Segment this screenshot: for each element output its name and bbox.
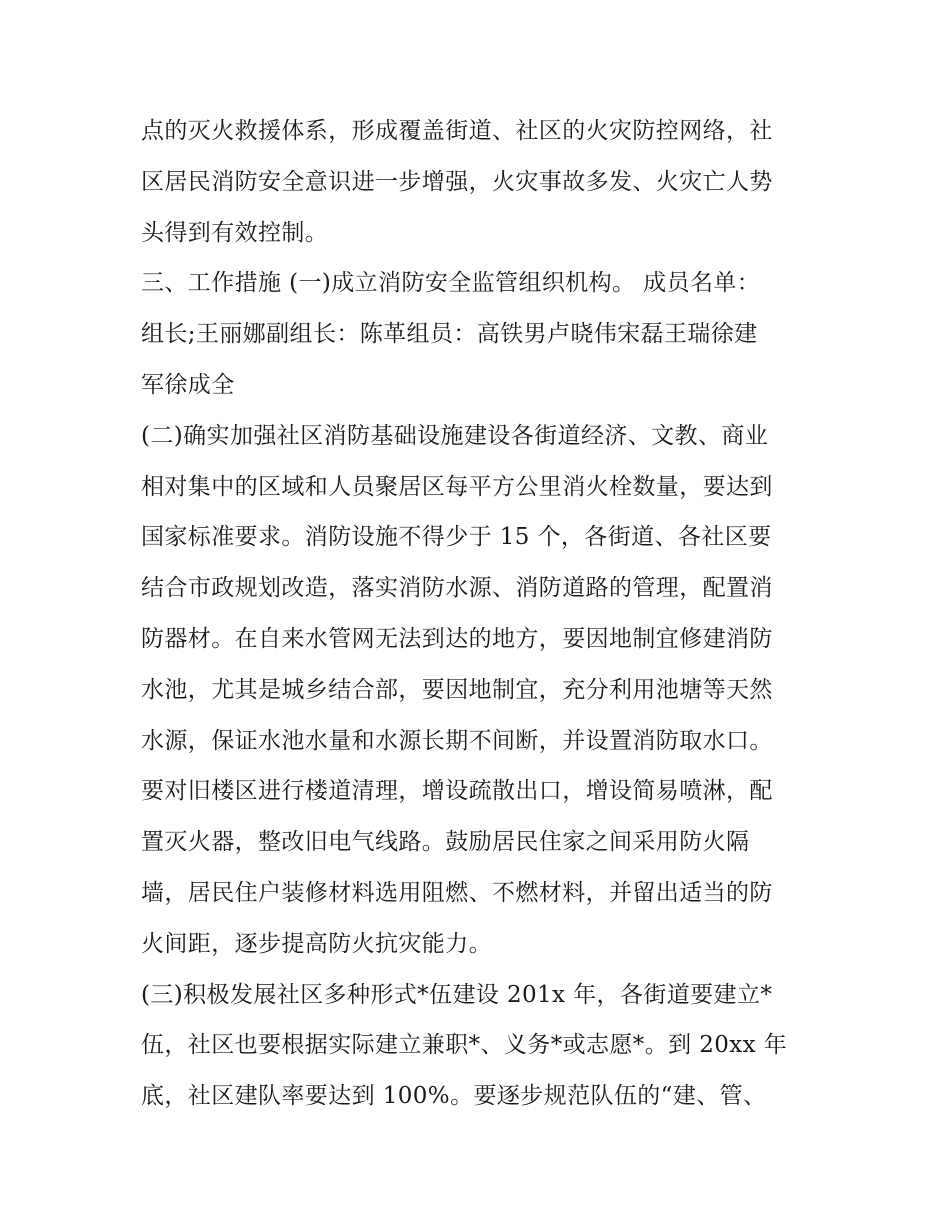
subsection-line: (三)积极发展社区多种形式*伍建设 201x 年，各街道要建立* — [141, 981, 773, 1008]
subsection-line: (二)确实加强社区消防基础设施建设各街道经济、文教、商业 — [141, 422, 769, 449]
text-line: 火间距，逐步提高防火抗灾能力。 — [141, 930, 492, 957]
text-line: 军徐成全 — [141, 371, 235, 398]
section-heading-line: 三、工作措施 (一)成立消防安全监管组织机构。 成员名单： — [141, 270, 761, 297]
text-line: 相对集中的区域和人员聚居区每平方公里消火栓数量，要达到 — [141, 473, 773, 500]
document-body — [141, 106, 813, 1122]
text-line: 防器材。在自来水管网无法到达的地方，要因地制宜修建消防 — [141, 625, 773, 652]
text-line: 水源，保证水池水量和水源长期不间断，并设置消防取水口。 — [141, 727, 773, 754]
text-line: 头得到有效控制。 — [141, 219, 329, 246]
text-line: 底，社区建队率要达到 100%。要逐步规范队伍的“建、管、 — [141, 1083, 767, 1110]
text-line: 水池，尤其是城乡结合部，要因地制宜，充分利用池塘等天然 — [141, 676, 773, 703]
text-line: 要对旧楼区进行楼道清理，增设疏散出口，增设简易喷淋，配 — [141, 778, 773, 805]
text-line: 伍，社区也要根据实际建立兼职*、义务*或志愿*。到 20xx 年 — [141, 1032, 788, 1059]
text-line: 区居民消防安全意识进一步增强，火灾事故多发、火灾亡人势 — [141, 168, 773, 195]
text-line: 墙，居民住户装修材料选用阻燃、不燃材料，并留出适当的防 — [141, 879, 773, 906]
text-line: 点的灭火救援体系，形成覆盖街道、社区的火灾防控网络，社 — [141, 118, 773, 144]
text-line: 组长;王丽娜副组长：陈革组员：高铁男卢晓伟宋磊王瑞徐建 — [141, 321, 758, 348]
text-line: 国家标准要求。消防设施不得少于 15 个，各街道、各社区要 — [141, 524, 772, 551]
text-line: 结合市政规划改造，落实消防水源、消防道路的管理，配置消 — [141, 575, 773, 602]
text-line: 置灭火器，整改旧电气线路。鼓励居民住家之间采用防火隔 — [141, 829, 750, 856]
